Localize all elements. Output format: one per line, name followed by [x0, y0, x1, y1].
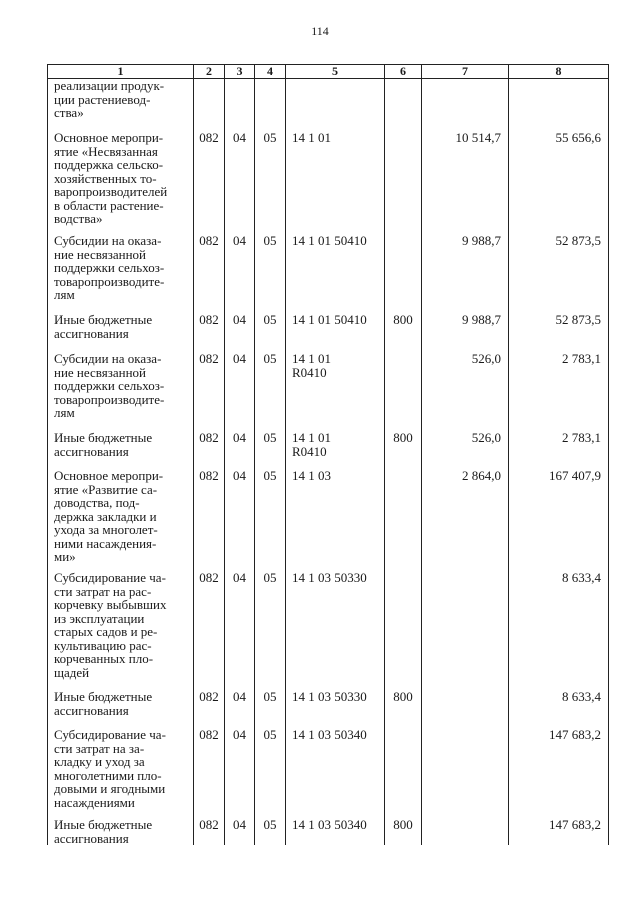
page-number: 114 — [311, 24, 329, 38]
row-amount-col7: 2 864,0 — [422, 469, 509, 571]
row-subsection-code: 05 — [255, 571, 286, 690]
row-amount-col7 — [422, 728, 509, 818]
row-section-code: 04 — [225, 728, 255, 818]
row-amount-col8: 167 407,9 — [509, 469, 609, 571]
row-section-code: 04 — [225, 313, 255, 352]
row-section-code — [225, 79, 255, 132]
row-description: Иные бюджетные ассигнования — [48, 431, 194, 469]
row-description: Субсидии на оказа- ние несвязанной поддержки сельхоз- товаропроизводите- лям — [48, 234, 194, 313]
table-row — [48, 313, 609, 352]
row-ministry-code: 082 — [194, 690, 225, 728]
row-ministry-code: 082 — [194, 818, 225, 845]
row-expense-type: 800 — [385, 690, 422, 728]
row-amount-col8: 8 633,4 — [509, 690, 609, 728]
table-row — [48, 131, 609, 234]
col-header-5: 5 — [286, 65, 385, 79]
row-amount-col7 — [422, 690, 509, 728]
row-description: реализации продук- ции растениевод- ства» — [48, 79, 194, 132]
row-subsection-code: 05 — [255, 431, 286, 469]
row-ministry-code: 082 — [194, 352, 225, 431]
row-ministry-code: 082 — [194, 571, 225, 690]
col-header-6: 6 — [385, 65, 422, 79]
row-description: Иные бюджетные ассигнования — [48, 690, 194, 728]
budget-table — [47, 64, 609, 845]
row-description: Иные бюджетные ассигнования — [48, 818, 194, 845]
row-section-code: 04 — [225, 131, 255, 234]
row-expense-type — [385, 79, 422, 132]
row-ministry-code: 082 — [194, 131, 225, 234]
row-ministry-code: 082 — [194, 469, 225, 571]
table-row — [48, 431, 609, 469]
row-amount-col8: 2 783,1 — [509, 431, 609, 469]
row-amount-col7: 526,0 — [422, 352, 509, 431]
row-section-code: 04 — [225, 469, 255, 571]
header-row — [48, 65, 609, 79]
table-row — [48, 690, 609, 728]
col-header-8: 8 — [509, 65, 609, 79]
row-description: Субсидирование ча- сти затрат на рас- корчевку выбывших из эксплуатации старых садов и ре- культивацию рас- корчеванных пло- щадей — [48, 571, 194, 690]
row-subsection-code: 05 — [255, 728, 286, 818]
row-section-code: 04 — [225, 690, 255, 728]
row-section-code: 04 — [225, 234, 255, 313]
row-amount-col7 — [422, 79, 509, 132]
row-target-article: 14 1 01 50410 — [286, 313, 385, 352]
row-description: Субсидирование ча- сти затрат на за- кладку и уход за многолетними пло- довыми и ягодными насаждениями — [48, 728, 194, 818]
row-target-article: 14 1 01 R0410 — [286, 352, 385, 431]
row-target-article: 14 1 03 50340 — [286, 818, 385, 845]
row-amount-col7: 526,0 — [422, 431, 509, 469]
row-ministry-code: 082 — [194, 728, 225, 818]
row-expense-type — [385, 352, 422, 431]
row-description: Иные бюджетные ассигнования — [48, 313, 194, 352]
table-row — [48, 469, 609, 571]
col-header-1: 1 — [48, 65, 194, 79]
col-header-2: 2 — [194, 65, 225, 79]
row-amount-col8: 55 656,6 — [509, 131, 609, 234]
row-ministry-code: 082 — [194, 313, 225, 352]
row-subsection-code: 05 — [255, 352, 286, 431]
row-expense-type: 800 — [385, 818, 422, 845]
row-section-code: 04 — [225, 818, 255, 845]
row-expense-type — [385, 131, 422, 234]
row-amount-col8: 8 633,4 — [509, 571, 609, 690]
row-amount-col8: 147 683,2 — [509, 818, 609, 845]
row-expense-type: 800 — [385, 431, 422, 469]
row-section-code: 04 — [225, 352, 255, 431]
table-body — [48, 79, 609, 846]
budget-table-container — [47, 64, 608, 854]
table-row — [48, 571, 609, 690]
row-subsection-code: 05 — [255, 469, 286, 571]
table-row — [48, 79, 609, 132]
row-amount-col7 — [422, 571, 509, 690]
table-row — [48, 234, 609, 313]
row-subsection-code — [255, 79, 286, 132]
row-amount-col8: 52 873,5 — [509, 313, 609, 352]
row-amount-col8: 52 873,5 — [509, 234, 609, 313]
row-subsection-code: 05 — [255, 313, 286, 352]
row-ministry-code — [194, 79, 225, 132]
row-expense-type — [385, 728, 422, 818]
row-expense-type — [385, 234, 422, 313]
row-target-article: 14 1 03 50330 — [286, 571, 385, 690]
row-amount-col7 — [422, 818, 509, 845]
row-description: Основное меропри- ятие «Развитие са- доводства, под- держка закладки и ухода за многолет- ними насаждения- ми» — [48, 469, 194, 571]
row-amount-col7: 10 514,7 — [422, 131, 509, 234]
row-amount-col8: 147 683,2 — [509, 728, 609, 818]
row-amount-col7: 9 988,7 — [422, 313, 509, 352]
row-target-article: 14 1 01 R0410 — [286, 431, 385, 469]
row-subsection-code: 05 — [255, 234, 286, 313]
table-row — [48, 728, 609, 818]
col-header-7: 7 — [422, 65, 509, 79]
row-target-article: 14 1 03 50340 — [286, 728, 385, 818]
row-description: Основное меропри- ятие «Несвязанная поддержка сельско- хозяйственных то- варопроизводителей в области растение- водства» — [48, 131, 194, 234]
row-amount-col7: 9 988,7 — [422, 234, 509, 313]
col-header-4: 4 — [255, 65, 286, 79]
row-target-article: 14 1 01 50410 — [286, 234, 385, 313]
row-expense-type — [385, 469, 422, 571]
row-target-article: 14 1 01 — [286, 131, 385, 234]
row-target-article: 14 1 03 — [286, 469, 385, 571]
row-ministry-code: 082 — [194, 234, 225, 313]
row-subsection-code: 05 — [255, 690, 286, 728]
row-expense-type: 800 — [385, 313, 422, 352]
row-description: Субсидии на оказа- ние несвязанной поддержки сельхоз- товаропроизводите- лям — [48, 352, 194, 431]
row-target-article: 14 1 03 50330 — [286, 690, 385, 728]
row-subsection-code: 05 — [255, 818, 286, 845]
row-subsection-code: 05 — [255, 131, 286, 234]
row-target-article — [286, 79, 385, 132]
row-section-code: 04 — [225, 571, 255, 690]
table-row — [48, 818, 609, 845]
table-row — [48, 352, 609, 431]
col-header-3: 3 — [225, 65, 255, 79]
row-ministry-code: 082 — [194, 431, 225, 469]
row-expense-type — [385, 571, 422, 690]
row-amount-col8 — [509, 79, 609, 132]
row-section-code: 04 — [225, 431, 255, 469]
row-amount-col8: 2 783,1 — [509, 352, 609, 431]
